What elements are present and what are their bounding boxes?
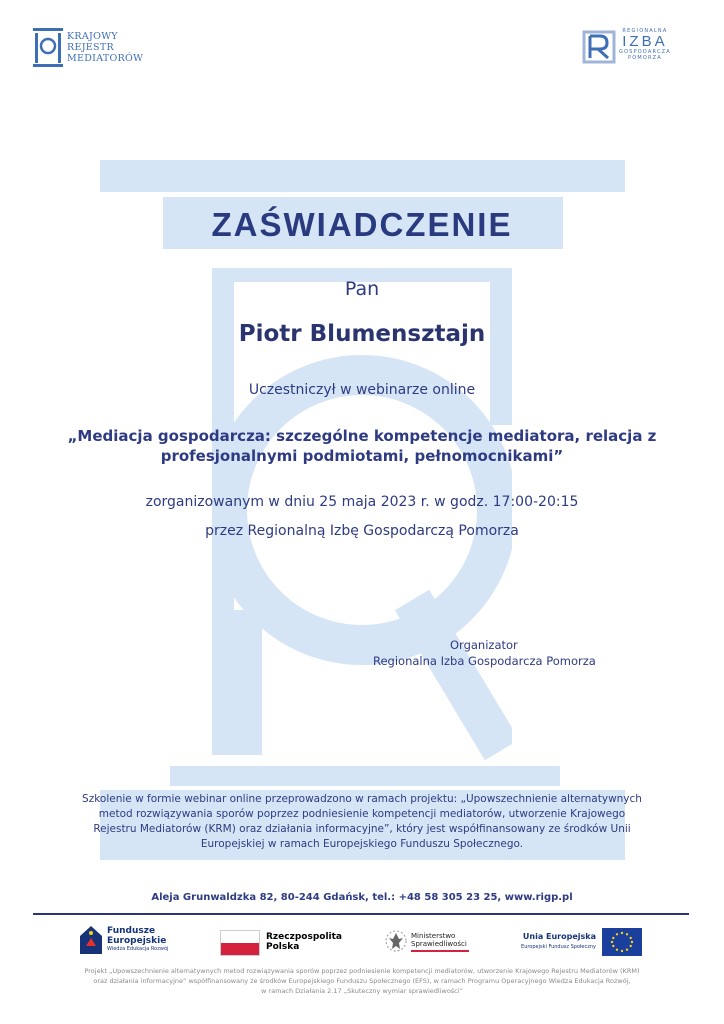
participation-text: Uczestniczył w webinarze online: [248, 382, 476, 398]
fe-stars-icon: [80, 926, 102, 954]
rigp-logo-bottom2: POMORZA: [627, 55, 662, 61]
eu-flag-icon: [602, 928, 642, 956]
rp-line2: Polska: [266, 942, 300, 952]
project-note-line4: Europejskiej w ramach Europejskiego Funduszu Społecznego.: [200, 838, 524, 850]
project-note-line3: Rejestru Mediatorów (KRM) oraz działania informacyjne”, który jest współfinansowany ze środków Unii: [93, 823, 631, 835]
ministerstwo-sprawiedliwosci-logo: [385, 924, 485, 960]
rigp-logo-bottom1: GOSPODARCZA: [619, 49, 671, 55]
fine-print-line2: oraz działania informacyjne” współfinansowany ze środków Europejskiego Funduszu Społecznego (EFS), w ramach Programu Operacyjnego Wiedza Edukacja Rozwój,: [93, 977, 631, 985]
ms-red-underline: [411, 950, 469, 952]
polish-flag-icon: [220, 930, 260, 956]
krm-logo: [33, 26, 143, 70]
fe-subtitle: Wiedza Edukacja Rozwój: [107, 946, 169, 952]
rzeczpospolita-polska-logo: [220, 924, 340, 960]
fine-print-line1: Projekt „Upowszechnienie alternatywnych metod rozwiązywania sporów poprzez podniesienie kompetencji mediatorów, utworzenie Krajowego Rejestru Mediatorów (KRM): [84, 967, 640, 975]
fine-print-line3: w ramach Działania 2.17 „Skuteczny wymiar sprawiedliwości”: [261, 987, 463, 995]
signature-name: Regionalna Izba Gospodarcza Pomorza: [373, 654, 596, 668]
unia-europejska-logo: [510, 924, 645, 960]
rp-line1: Rzeczpospolita: [266, 932, 342, 942]
rigp-logo-top: REGIONALNA: [622, 28, 668, 34]
krm-logo-line1: KRAJOWY: [67, 31, 118, 42]
project-note: [80, 792, 644, 852]
ue-subtitle: Europejski Fundusz Społeczny: [521, 944, 596, 950]
salutation: Pan: [344, 278, 380, 300]
recipient-name: Piotr Blumensztajn: [238, 321, 486, 347]
webinar-title-line2: profesjonalnymi podmiotami, pełnomocnikami”: [160, 447, 564, 465]
rigp-emblem-icon: [582, 30, 616, 64]
project-note-line2: metod rozwiązywania sporów poprzez podniesienie kompetencji mediatorów, utworzenie Krajowego: [98, 808, 626, 820]
organizer-line: przez Regionalną Izbę Gospodarczą Pomorza: [205, 523, 519, 539]
fine-print: [40, 966, 684, 996]
pillar-icon: [33, 26, 63, 70]
ms-line1: Ministerstwo: [411, 932, 456, 940]
project-note-line1: Szkolenie w formie webinar online przeprowadzono w ramach projektu: „Upowszechnienie alternatywnych: [82, 793, 642, 805]
eagle-emblem-icon: [385, 928, 407, 954]
ue-title: Unia Europejska: [522, 932, 596, 941]
webinar-title-line1: „Mediacja gospodarcza: szczególne kompetencje mediatora, relacja z: [67, 427, 657, 445]
footer-divider: [33, 913, 689, 915]
krm-logo-line2: REJESTR: [67, 42, 114, 53]
certificate-title: ZAŚWIADCZENIE: [211, 206, 513, 243]
signature-label: Organizator: [450, 638, 518, 652]
address-line: Aleja Grunwaldzka 82, 80-244 Gdańsk, tel.: +48 58 305 23 25, www.rigp.pl: [151, 892, 573, 903]
event-date: zorganizowanym w dniu 25 maja 2023 r. w godz. 17:00-20:15: [145, 494, 579, 510]
krm-logo-line3: MEDIATORÓW: [67, 53, 144, 64]
webinar-title: [0, 426, 724, 466]
fundusze-europejskie-logo: [80, 924, 200, 960]
rigp-logo-middle: IZBA: [622, 33, 668, 50]
watermark-ring: [212, 340, 512, 760]
ms-line2: Sprawiedliwości: [411, 940, 467, 948]
fe-title1: Fundusze: [107, 926, 156, 936]
rigp-logo: [582, 28, 677, 68]
fe-title2: Europejskie: [107, 936, 167, 946]
